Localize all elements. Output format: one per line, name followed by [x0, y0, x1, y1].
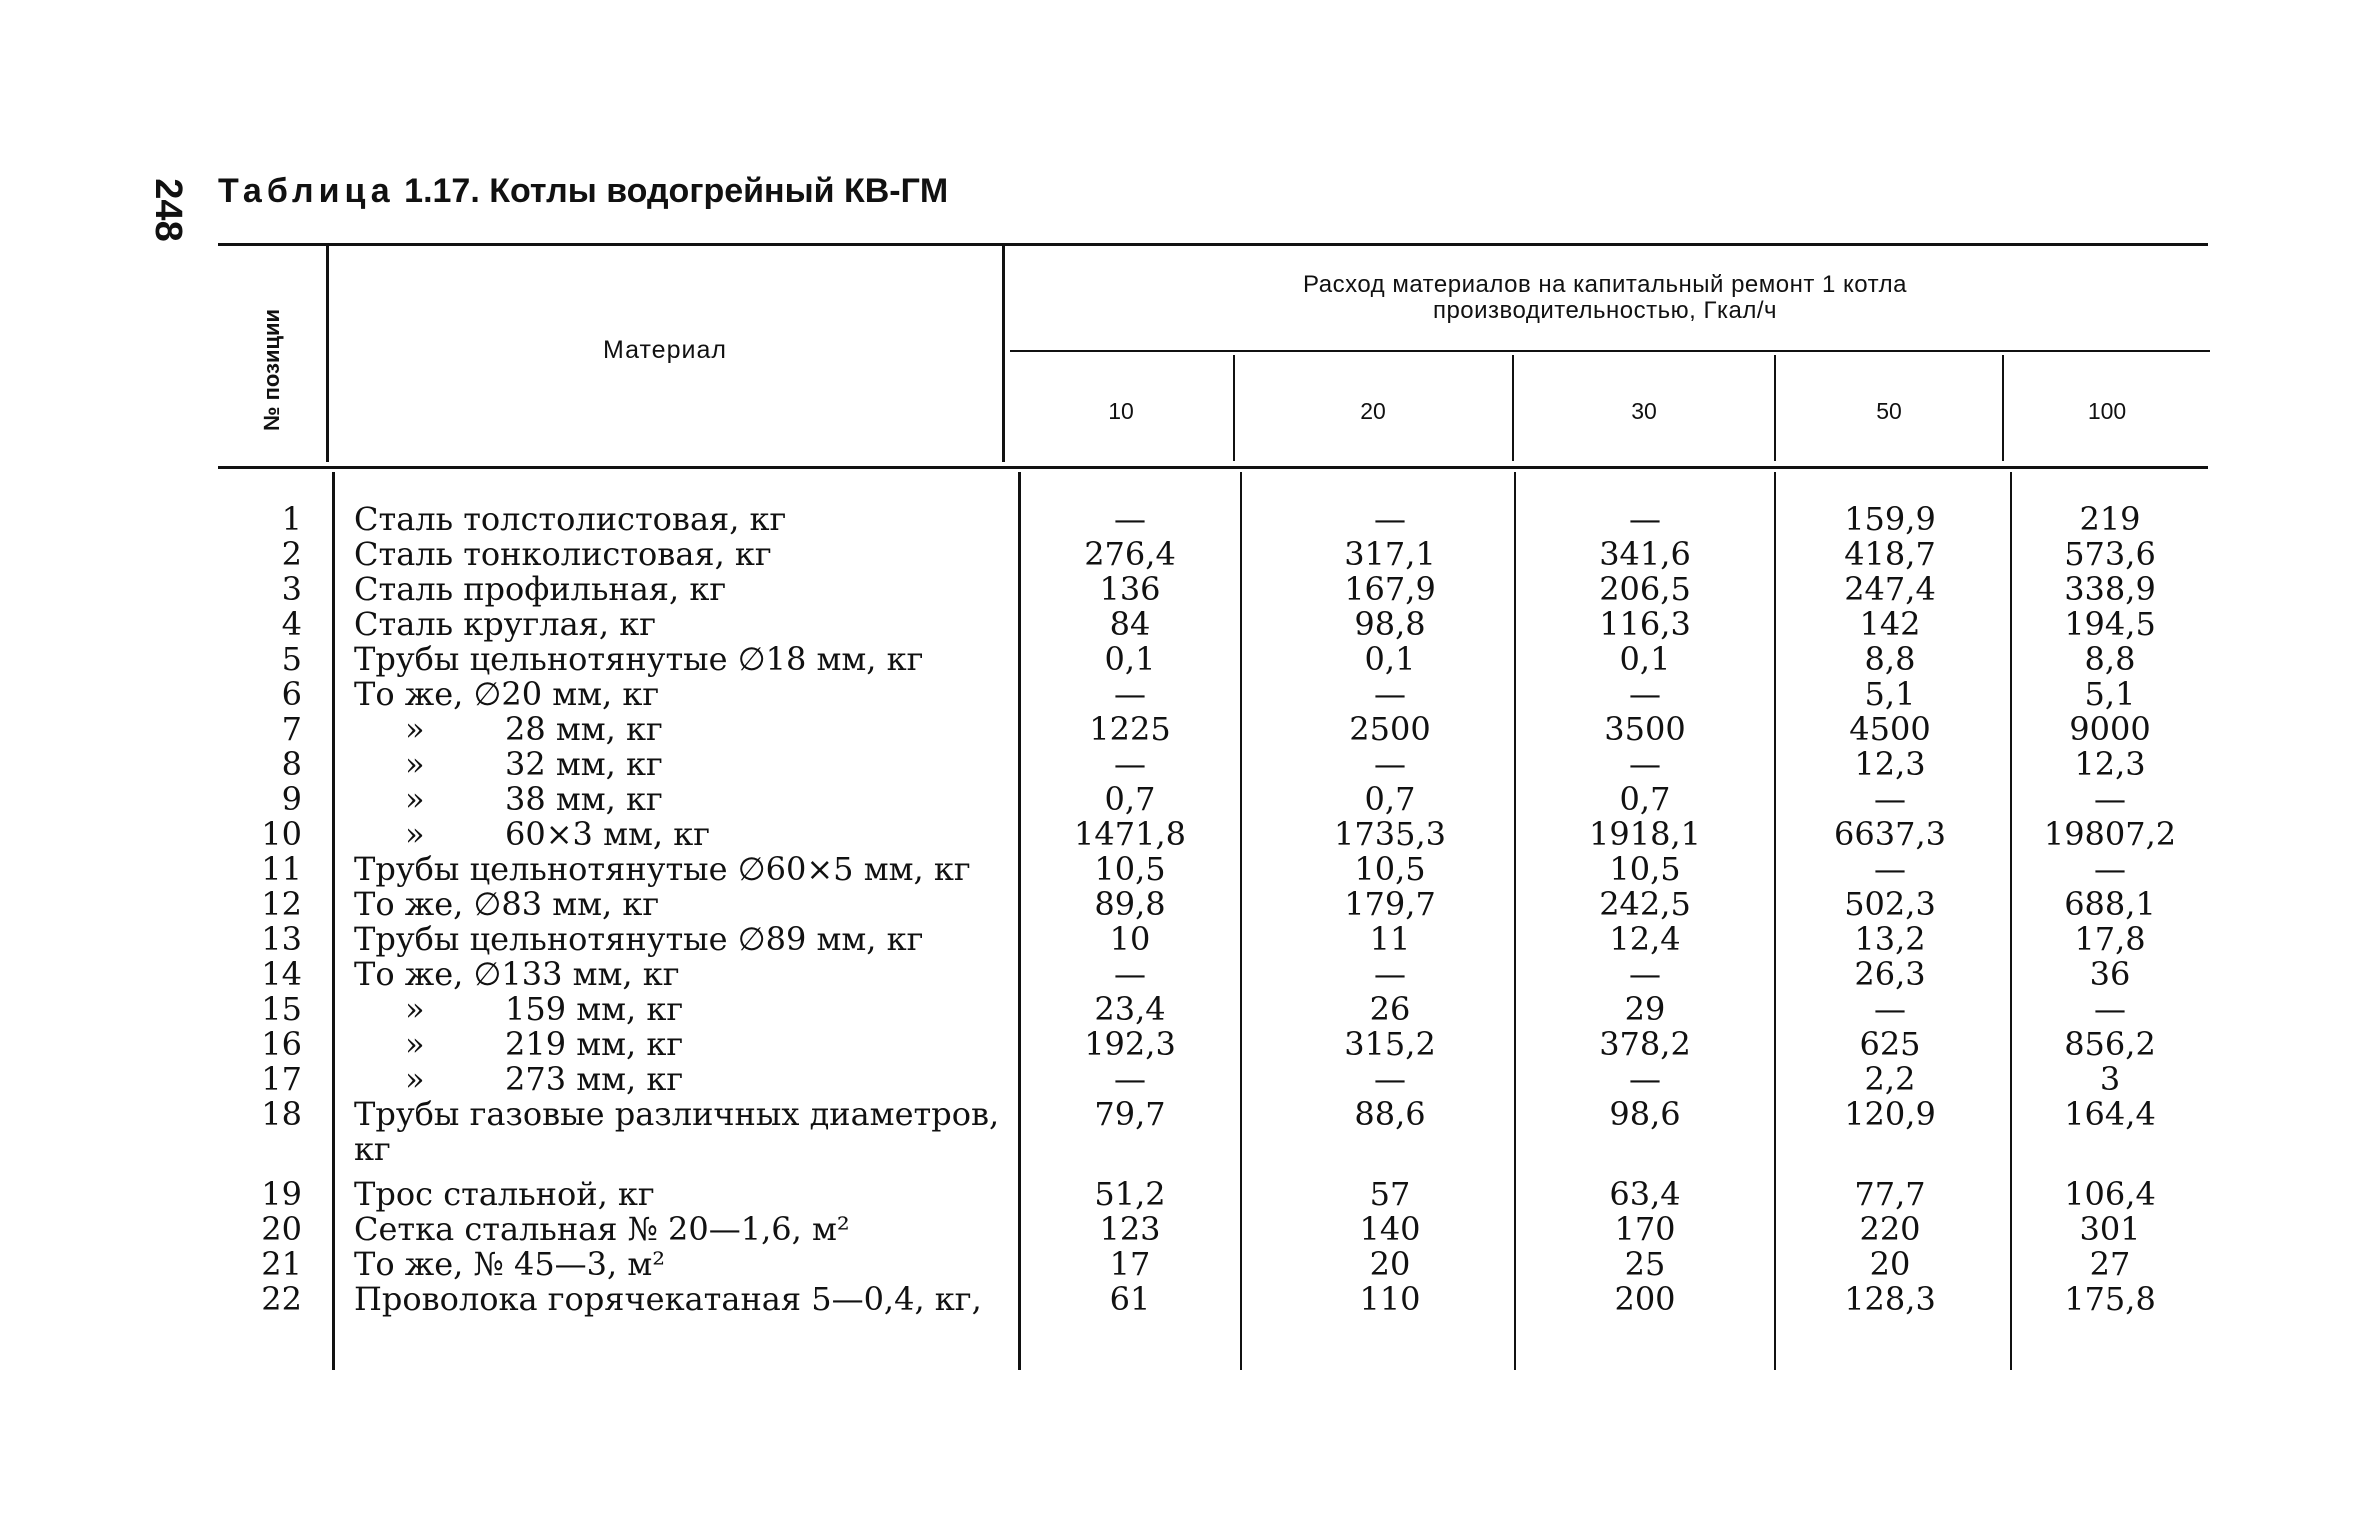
row-number: 15 [261, 990, 302, 1028]
consumption-header-line2: производительностью, Гкал/ч [1432, 297, 1778, 324]
row-value-10: 23,4 [1094, 990, 1166, 1028]
row-value-50: 142 [1859, 605, 1921, 643]
row-number: 9 [281, 780, 302, 818]
row-value-10: 1471,8 [1074, 815, 1186, 853]
row-value-50: 159,9 [1844, 500, 1936, 538]
row-value-100: 3 [2099, 1060, 2121, 1098]
row-value-100: 36 [2089, 955, 2131, 993]
row-material-text: 38 мм, кг [505, 780, 663, 818]
row-number: 11 [261, 850, 302, 888]
body-divider-10 [1240, 472, 1242, 1370]
ditto-mark: » [405, 1025, 425, 1063]
row-value-30: 200 [1614, 1280, 1676, 1318]
row-value-20: — [1374, 675, 1406, 713]
row-material-text: 159 мм, кг [505, 990, 684, 1028]
row-value-10: 61 [1109, 1280, 1151, 1318]
row-material [405, 1062, 1060, 1097]
row-value-20: 88,6 [1354, 1095, 1426, 1133]
row-value-10: — [1114, 500, 1146, 538]
body-divider-30 [1774, 472, 1776, 1370]
row-number: 1 [281, 500, 302, 538]
table-title-text: 1.17. Котлы водогрейный КВ-ГМ [404, 172, 949, 210]
row-value-50: 77,7 [1854, 1175, 1926, 1213]
row-value-30: 10,5 [1609, 850, 1681, 888]
table-title [218, 172, 948, 211]
row-material [405, 712, 1060, 747]
row-value-50: — [1874, 990, 1906, 1028]
column-divider-position [326, 246, 329, 462]
ditto-mark: » [405, 710, 425, 748]
row-value-30: 116,3 [1599, 605, 1691, 643]
row-value-50: 20 [1869, 1245, 1911, 1283]
row-value-50: — [1874, 780, 1906, 818]
row-value-10: 0,7 [1104, 780, 1156, 818]
row-material-continuation: кг [354, 1130, 391, 1168]
row-value-100: 301 [2079, 1210, 2141, 1248]
group-header-rule [1010, 350, 2210, 352]
row-value-30: 242,5 [1599, 885, 1691, 923]
row-material-text: 32 мм, кг [505, 745, 663, 783]
body-divider-position [332, 472, 335, 1370]
row-value-50: 418,7 [1844, 535, 1936, 573]
row-value-30: 170 [1614, 1210, 1676, 1248]
ditto-mark: » [405, 815, 425, 853]
row-material: Сталь тонколистовая, кг [354, 535, 772, 573]
row-value-100: 856,2 [2064, 1025, 2156, 1063]
row-value-20: 2500 [1349, 710, 1431, 748]
row-material: Трубы газовые различных диаметров, [354, 1095, 1000, 1133]
row-material [405, 1027, 1060, 1062]
row-value-10: 17 [1109, 1245, 1151, 1283]
position-header-text: № позиции [259, 308, 284, 432]
row-material: Трубы цельнотянутые ∅89 мм, кг [354, 920, 924, 958]
row-value-30: — [1629, 955, 1661, 993]
row-value-10: 10 [1109, 920, 1151, 958]
consumption-group-header [1010, 272, 2200, 324]
row-value-50: 128,3 [1844, 1280, 1936, 1318]
row-value-20: 140 [1359, 1210, 1421, 1248]
row-material-text: 60×3 мм, кг [505, 815, 710, 853]
row-number: 6 [281, 675, 302, 713]
header-bottom-rule [218, 466, 2208, 469]
row-value-100: 12,3 [2074, 745, 2146, 783]
row-material: То же, ∅83 мм, кг [354, 885, 660, 923]
table-title-label: Таблица [218, 172, 395, 210]
row-value-50: 6637,3 [1834, 815, 1946, 853]
row-value-20: 98,8 [1354, 605, 1426, 643]
row-value-50: 12,3 [1854, 745, 1926, 783]
row-value-50: 625 [1859, 1025, 1921, 1063]
row-value-10: 192,3 [1084, 1025, 1176, 1063]
row-value-20: 0,7 [1364, 780, 1416, 818]
row-value-10: 136 [1099, 570, 1161, 608]
row-value-100: 106,4 [2064, 1175, 2156, 1213]
row-number: 10 [261, 815, 302, 853]
row-value-30: 98,6 [1609, 1095, 1681, 1133]
row-material [405, 782, 1060, 817]
row-number: 3 [281, 570, 302, 608]
row-value-50: 26,3 [1854, 955, 1926, 993]
row-number: 21 [261, 1245, 302, 1283]
row-value-100: 5,1 [2084, 675, 2136, 713]
row-value-50: 8,8 [1864, 640, 1916, 678]
row-value-10: — [1114, 955, 1146, 993]
row-material [405, 747, 1060, 782]
row-number: 22 [261, 1280, 302, 1318]
row-number: 7 [281, 710, 302, 748]
row-value-20: — [1374, 745, 1406, 783]
row-number: 16 [261, 1025, 302, 1063]
capacity-header-10: 10 [1108, 398, 1134, 424]
row-value-100: — [2094, 780, 2126, 818]
row-value-30: — [1629, 675, 1661, 713]
row-value-30: 206,5 [1599, 570, 1691, 608]
row-value-50: — [1874, 850, 1906, 888]
row-value-10: 79,7 [1094, 1095, 1166, 1133]
row-value-30: 63,4 [1609, 1175, 1681, 1213]
row-value-100: 9000 [2069, 710, 2151, 748]
row-value-30: 0,1 [1619, 640, 1671, 678]
position-column-header [222, 290, 322, 450]
row-value-50: 502,3 [1844, 885, 1936, 923]
row-value-30: 1918,1 [1589, 815, 1701, 853]
row-material [405, 817, 1060, 852]
row-value-100: 8,8 [2084, 640, 2136, 678]
row-value-20: 110 [1359, 1280, 1421, 1318]
row-material [405, 992, 1060, 1027]
row-value-20: 315,2 [1344, 1025, 1436, 1063]
row-value-20: 11 [1369, 920, 1411, 958]
row-value-10: 10,5 [1094, 850, 1166, 888]
row-value-50: 2,2 [1864, 1060, 1916, 1098]
row-value-20: 57 [1369, 1175, 1411, 1213]
row-value-30: 25 [1624, 1245, 1666, 1283]
row-material: Сетка стальная № 20—1,6, м² [354, 1210, 850, 1248]
row-value-30: — [1629, 745, 1661, 783]
row-value-100: 194,5 [2064, 605, 2156, 643]
column-divider-material [1002, 246, 1005, 462]
row-value-100: 573,6 [2064, 535, 2156, 573]
row-value-50: 4500 [1849, 710, 1931, 748]
row-number: 5 [281, 640, 302, 678]
row-value-30: 3500 [1604, 710, 1686, 748]
row-value-30: 0,7 [1619, 780, 1671, 818]
row-value-10: 1225 [1089, 710, 1171, 748]
row-value-100: 688,1 [2064, 885, 2156, 923]
row-material: Проволока горячекатаная 5—0,4, кг, [354, 1280, 982, 1318]
ditto-mark: » [405, 745, 425, 783]
row-number: 14 [261, 955, 302, 993]
row-value-100: 17,8 [2074, 920, 2146, 958]
row-material-text: 28 мм, кг [505, 710, 663, 748]
row-value-50: 247,4 [1844, 570, 1936, 608]
row-value-10: — [1114, 745, 1146, 783]
row-value-20: 317,1 [1344, 535, 1436, 573]
row-value-30: 29 [1624, 990, 1666, 1028]
row-value-10: — [1114, 1060, 1146, 1098]
row-material: То же, ∅20 мм, кг [354, 675, 660, 713]
row-number: 13 [261, 920, 302, 958]
row-value-30: — [1629, 500, 1661, 538]
row-value-100: 175,8 [2064, 1280, 2156, 1318]
row-value-30: — [1629, 1060, 1661, 1098]
row-value-20: 179,7 [1344, 885, 1436, 923]
row-value-30: 378,2 [1599, 1025, 1691, 1063]
ditto-mark: » [405, 780, 425, 818]
row-material: Сталь профильная, кг [354, 570, 727, 608]
row-value-20: — [1374, 1060, 1406, 1098]
row-value-10: 276,4 [1084, 535, 1176, 573]
row-value-100: — [2094, 990, 2126, 1028]
row-value-10: 0,1 [1104, 640, 1156, 678]
row-value-50: 220 [1859, 1210, 1921, 1248]
row-value-10: 84 [1109, 605, 1151, 643]
body-divider-20 [1514, 472, 1516, 1370]
row-value-20: — [1374, 500, 1406, 538]
capacity-header-50: 50 [1876, 398, 1902, 424]
row-value-20: 20 [1369, 1245, 1411, 1283]
row-number: 17 [261, 1060, 302, 1098]
row-number: 20 [261, 1210, 302, 1248]
ditto-mark: » [405, 1060, 425, 1098]
row-value-30: 341,6 [1599, 535, 1691, 573]
row-value-100: 19807,2 [2043, 815, 2177, 853]
ditto-mark: » [405, 990, 425, 1028]
body-divider-material [1018, 472, 1021, 1370]
table-top-rule [218, 243, 2208, 246]
row-number: 19 [261, 1175, 302, 1213]
row-value-20: 26 [1369, 990, 1411, 1028]
material-column-header: Материал [603, 336, 727, 364]
row-number: 2 [281, 535, 302, 573]
row-value-20: 167,9 [1344, 570, 1436, 608]
row-value-10: 123 [1099, 1210, 1161, 1248]
capacity-header-20: 20 [1360, 398, 1386, 424]
row-value-10: — [1114, 675, 1146, 713]
row-material: То же, № 45—3, м² [354, 1245, 666, 1283]
row-value-10: 89,8 [1094, 885, 1166, 923]
row-number: 12 [261, 885, 302, 923]
row-number: 18 [261, 1095, 302, 1133]
row-value-100: 164,4 [2064, 1095, 2156, 1133]
row-number: 8 [281, 745, 302, 783]
row-material-text: 219 мм, кг [505, 1025, 684, 1063]
row-material: То же, ∅133 мм, кг [354, 955, 680, 993]
capacity-header-100: 100 [2087, 398, 2127, 424]
row-value-20: 1735,3 [1334, 815, 1446, 853]
page-number: 248 [147, 178, 189, 242]
consumption-header-line1: Расход материалов на капитальный ремонт 1 котла [1303, 271, 1907, 298]
row-value-20: 10,5 [1354, 850, 1426, 888]
row-material: Сталь круглая, кг [354, 605, 656, 643]
row-value-100: 338,9 [2064, 570, 2156, 608]
row-value-50: 13,2 [1854, 920, 1926, 958]
row-material: Трос стальной, кг [354, 1175, 655, 1213]
row-value-30: 12,4 [1609, 920, 1681, 958]
row-material-text: 273 мм, кг [505, 1060, 684, 1098]
row-material: Трубы цельнотянутые ∅60×5 мм, кг [354, 850, 971, 888]
row-value-50: 120,9 [1844, 1095, 1936, 1133]
row-value-100: — [2094, 850, 2126, 888]
row-value-10: 51,2 [1094, 1175, 1166, 1213]
row-value-100: 219 [2079, 500, 2141, 538]
row-number: 4 [281, 605, 302, 643]
row-value-20: 0,1 [1364, 640, 1416, 678]
row-material: Сталь толстолистовая, кг [354, 500, 787, 538]
row-value-20: — [1374, 955, 1406, 993]
capacity-header-30: 30 [1631, 398, 1657, 424]
row-material: Трубы цельнотянутые ∅18 мм, кг [354, 640, 924, 678]
row-value-50: 5,1 [1864, 675, 1916, 713]
row-value-100: 27 [2089, 1245, 2131, 1283]
